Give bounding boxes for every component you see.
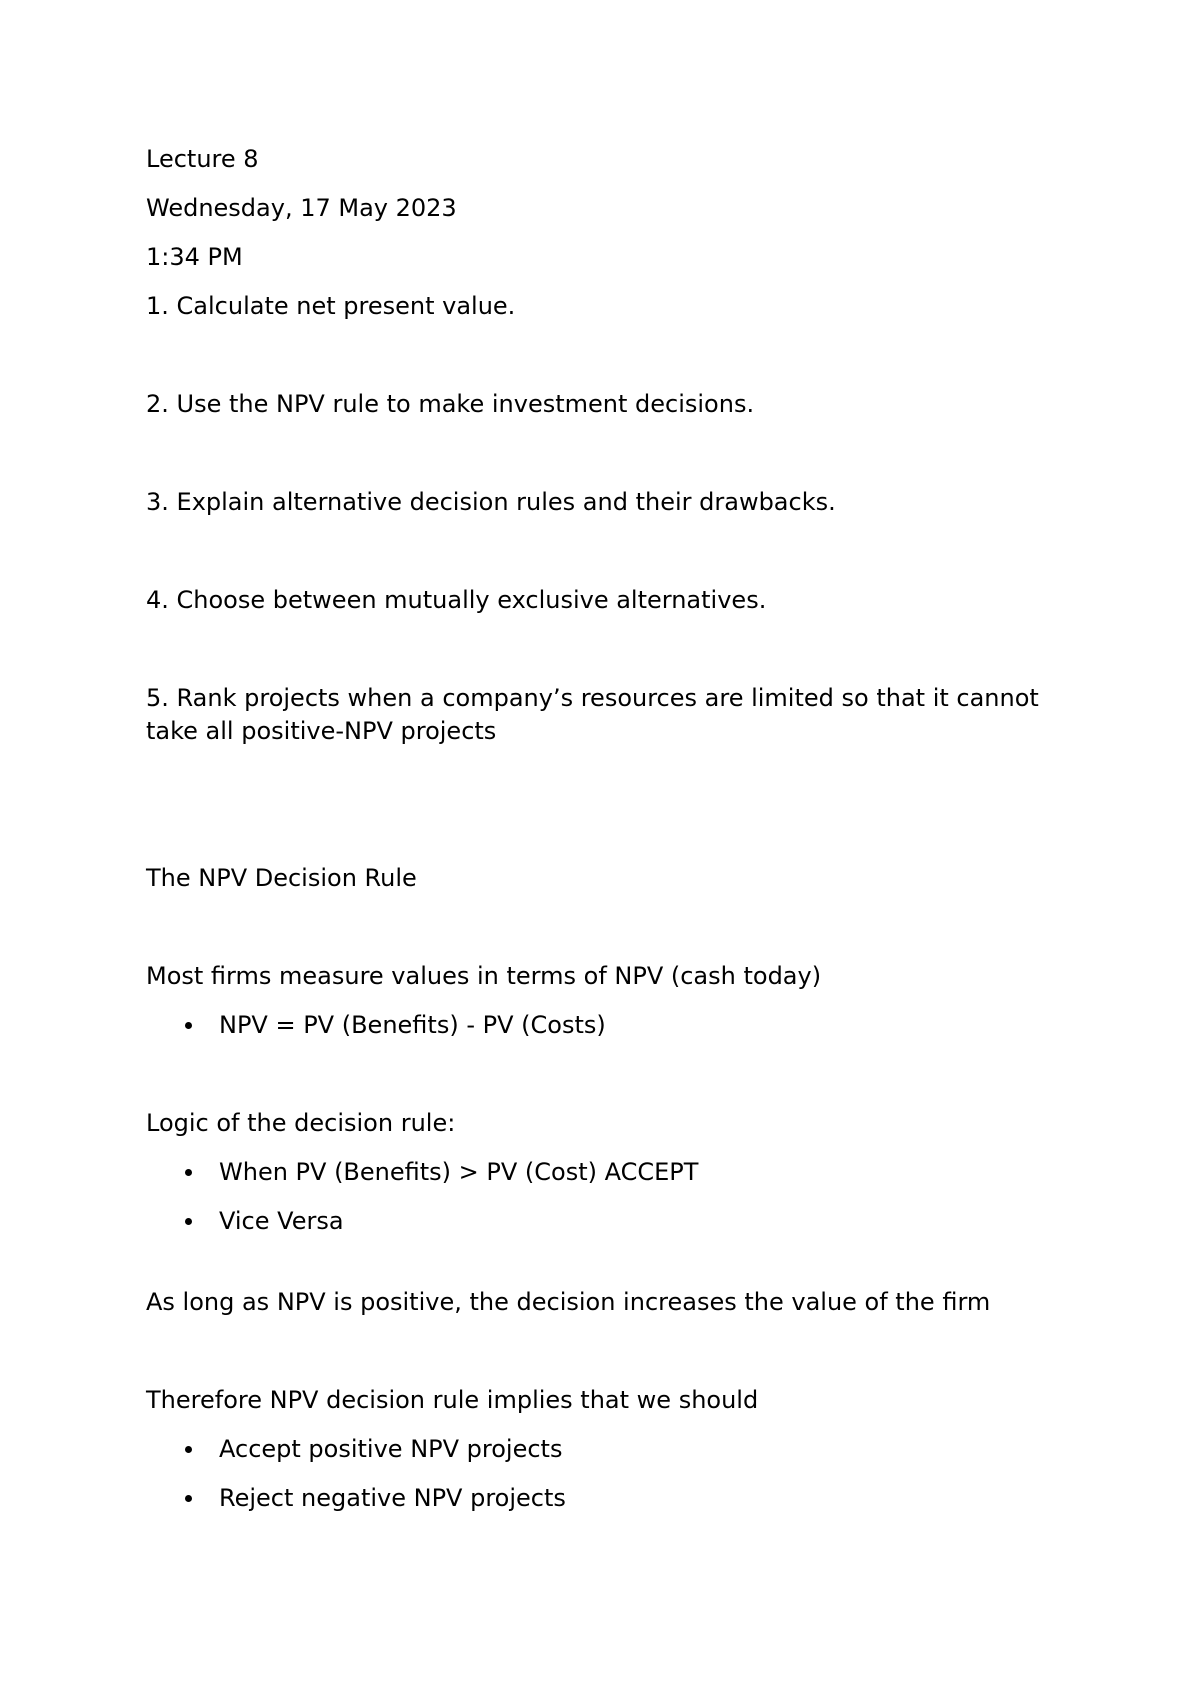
note-title: Lecture 8 [146, 145, 259, 173]
objective-item: 4. Choose between mutually exclusive alternatives. [146, 586, 767, 614]
objective-item: 2. Use the NPV rule to make investment decisions. [146, 390, 755, 418]
list-item-text: Reject negative NPV projects [219, 1484, 566, 1512]
conclusion-text: As long as NPV is positive, the decision increases the value of the firm [146, 1288, 991, 1316]
list-item-text: When PV (Benefits) > PV (Cost) ACCEPT [219, 1158, 699, 1186]
bullet-icon [185, 1446, 192, 1453]
objective-item: 5. Rank projects when a company’s resources are limited so that it cannot [146, 684, 1039, 712]
bullet-icon [185, 1218, 192, 1225]
intro-text: Most firms measure values in terms of NPV (cash today) [146, 962, 822, 990]
list-item-text: Vice Versa [219, 1207, 344, 1235]
note-time: 1:34 PM [146, 243, 243, 271]
objective-item: 3. Explain alternative decision rules and their drawbacks. [146, 488, 836, 516]
objective-item: 1. Calculate net present value. [146, 292, 516, 320]
bullet-icon [185, 1022, 192, 1029]
logic-heading: Logic of the decision rule: [146, 1109, 456, 1137]
list-item-text: Accept positive NPV projects [219, 1435, 563, 1463]
objective-item-continued: take all positive-NPV projects [146, 717, 497, 745]
note-date: Wednesday, 17 May 2023 [146, 194, 457, 222]
therefore-text: Therefore NPV decision rule implies that we should [146, 1386, 759, 1414]
list-item-text: NPV = PV (Benefits) - PV (Costs) [219, 1011, 606, 1039]
bullet-icon [185, 1495, 192, 1502]
bullet-icon [185, 1169, 192, 1176]
section-heading: The NPV Decision Rule [146, 864, 417, 892]
